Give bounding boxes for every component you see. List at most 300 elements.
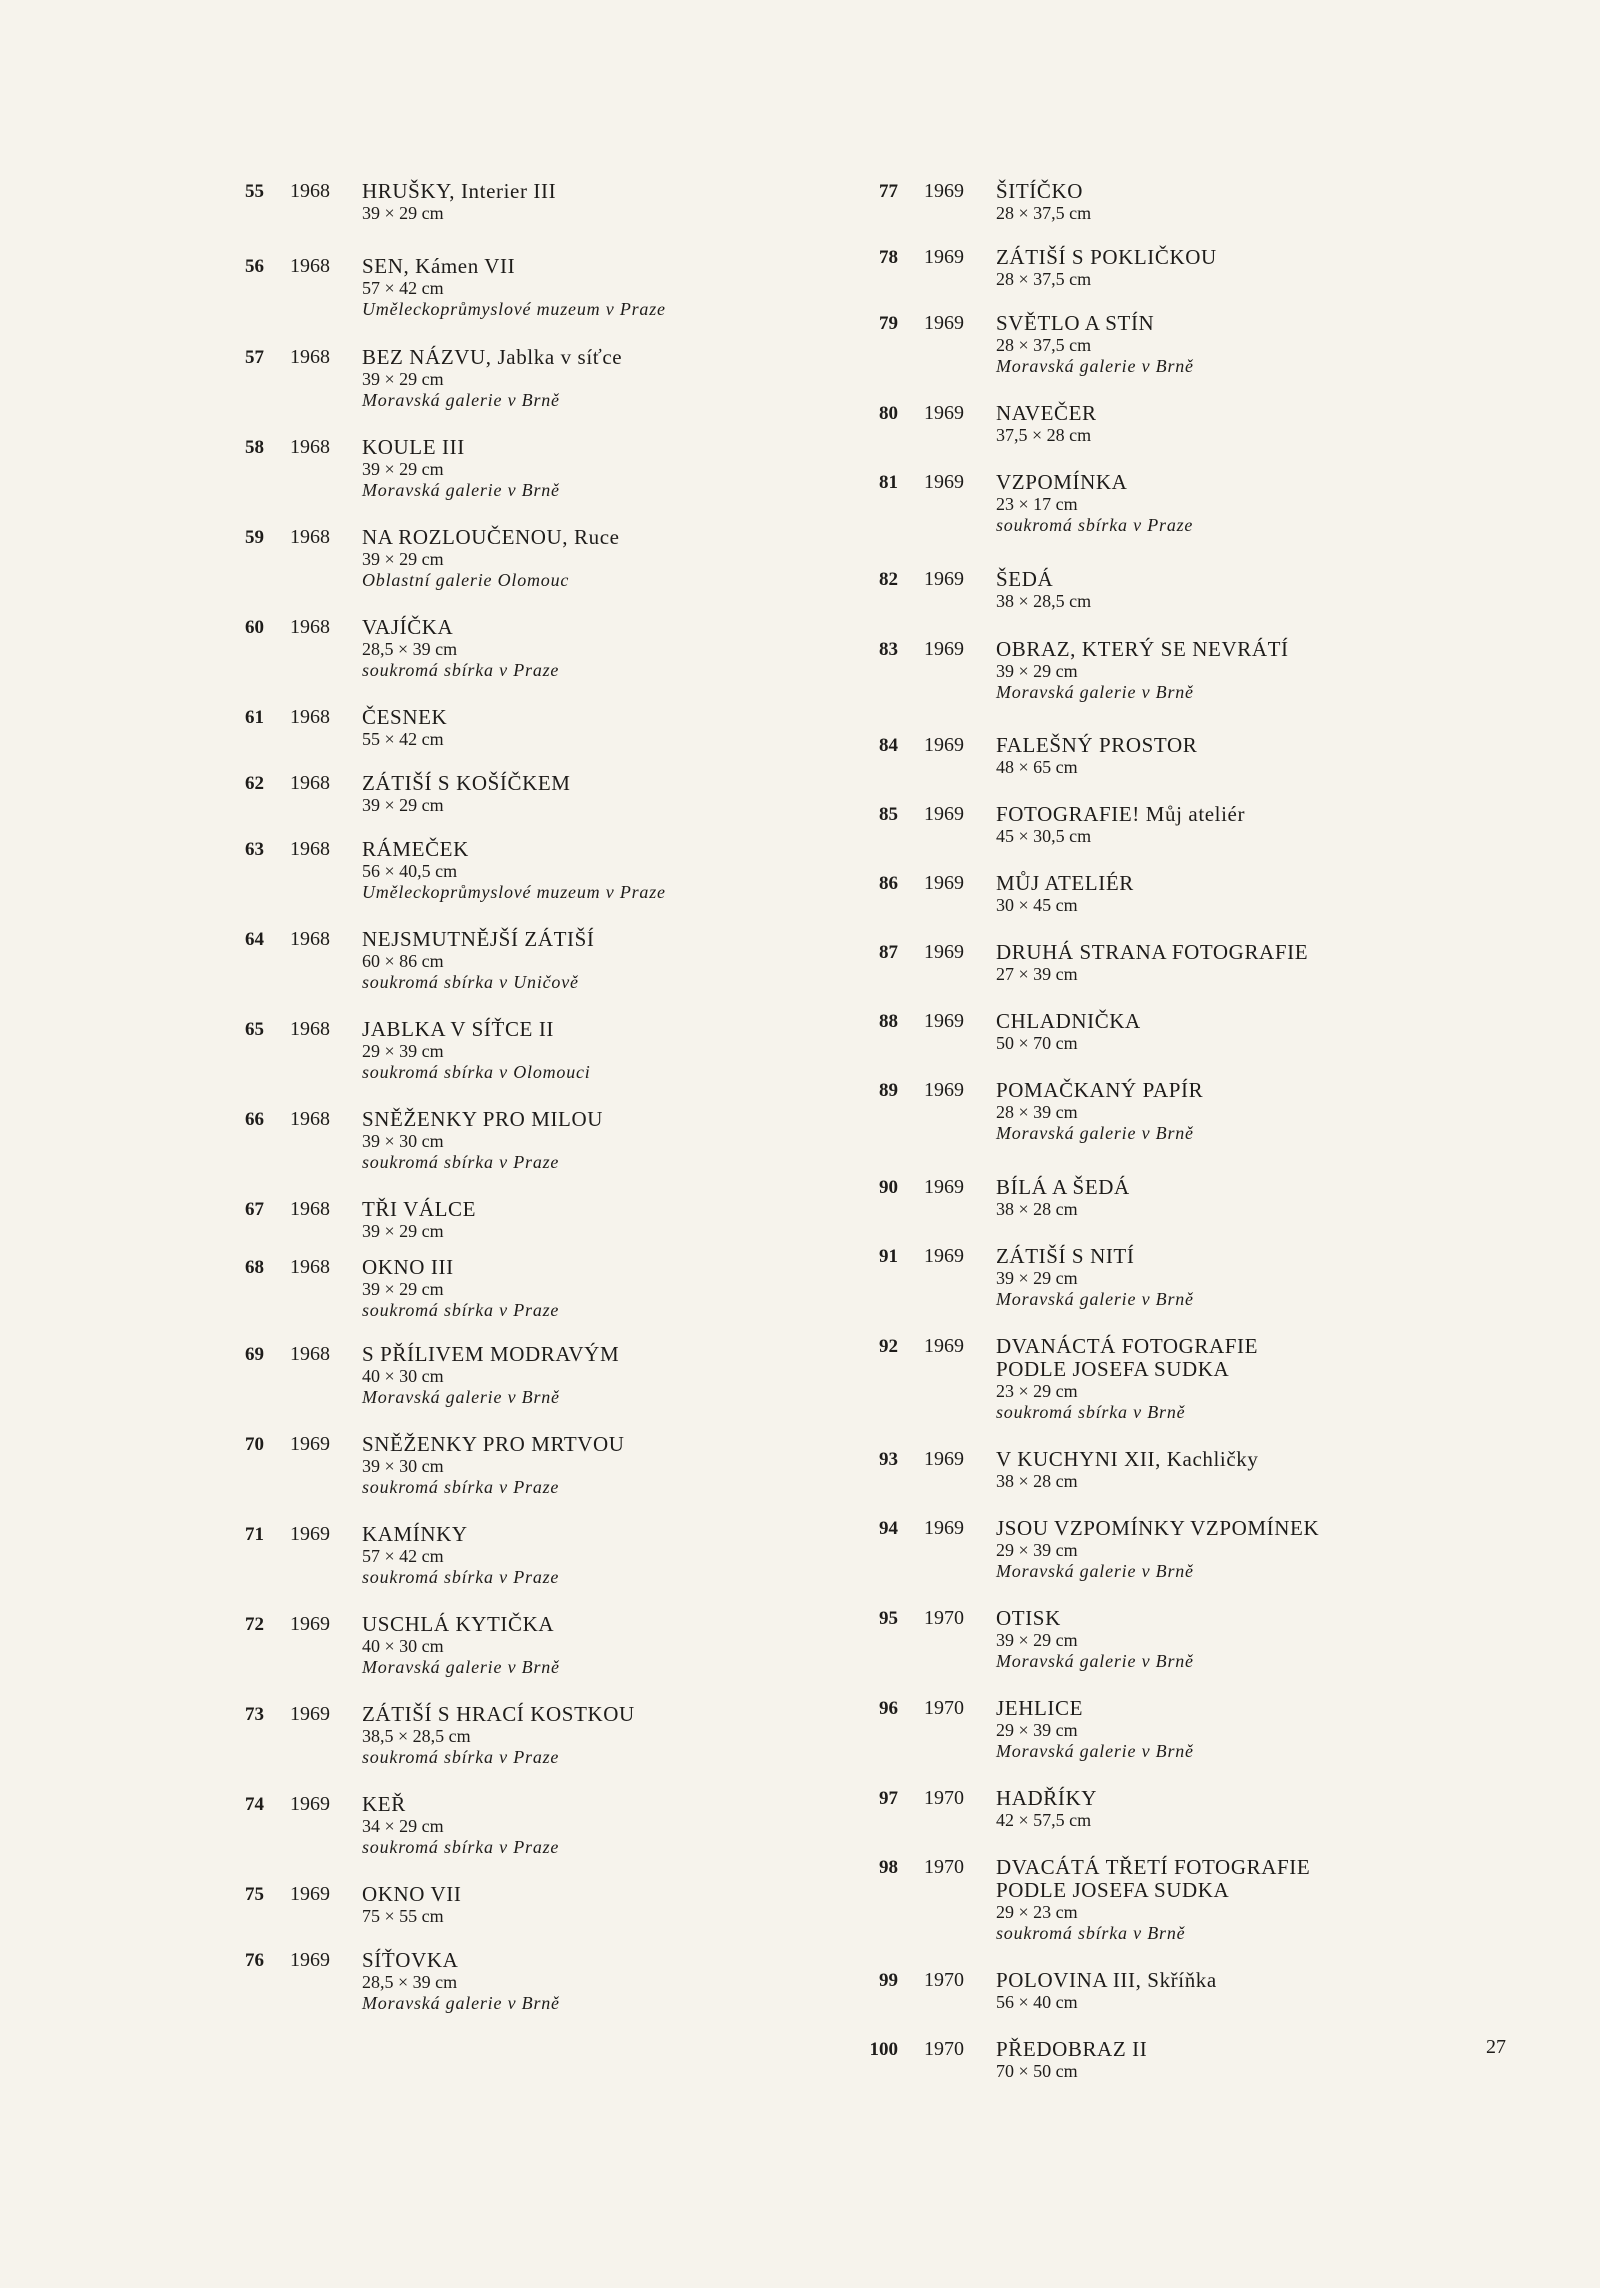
entry-dimensions: 38 × 28,5 cm [996,591,1092,611]
catalogue-entry [228,1018,768,1083]
entry-title: ŠEDÁ [996,567,1054,591]
entry-number: 63 [245,839,264,860]
entry-title: BEZ NÁZVU, Jablka v síťce [362,345,623,369]
entry-title: RÁMEČEK [362,837,469,861]
entry-description [996,734,1422,778]
page-number: 27 [1486,2036,1506,2058]
catalogue-entry [228,1949,768,2014]
entry-collection: soukromá sbírka v Uničově [362,972,579,992]
entry-description [996,638,1422,703]
entry-title: DVACÁTÁ TŘETÍ FOTOGRAFIE [996,1855,1311,1879]
catalogue-entry [862,1079,1422,1144]
entry-number: 62 [245,773,264,794]
entry-year: 1968 [290,616,330,638]
entry-year: 1969 [924,568,964,590]
entry-year: 1969 [924,941,964,963]
entry-description [996,1517,1422,1582]
entry-collection: soukromá sbírka v Brně [996,1402,1186,1422]
entry-dimensions: 38 × 28 cm [996,1471,1078,1491]
entry-title: ZÁTIŠÍ S HRACÍ KOSTKOU [362,1702,635,1726]
catalogue-entry [228,1433,768,1498]
entry-number: 60 [245,617,264,638]
catalogue-entry [228,1613,768,1678]
entry-title: OTISK [996,1606,1061,1630]
entry-number: 95 [879,1608,898,1629]
catalogue-entry [862,1856,1422,1944]
entry-dimensions: 28,5 × 39 cm [362,1972,458,1992]
entry-year: 1968 [290,838,330,860]
entry-number: 64 [245,929,264,950]
catalogue-entry [228,1703,768,1768]
entry-title: KEŘ [362,1792,406,1816]
entry-collection: Moravská galerie v Brně [996,1561,1194,1581]
entry-number: 78 [879,247,898,268]
entry-year: 1968 [290,255,330,277]
catalogue-entry [862,246,1422,290]
entry-title: ČESNEK [362,705,448,729]
entry-number: 55 [245,181,264,202]
entry-number: 61 [245,707,264,728]
entry-title: JABLKA V SÍŤCE II [362,1017,555,1041]
entry-year: 1968 [290,1256,330,1278]
entry-dimensions: 39 × 29 cm [362,1221,444,1241]
entry-title: SEN, Kámen VII [362,254,516,278]
entry-dimensions: 48 × 65 cm [996,757,1078,777]
catalogue-entry [862,471,1422,536]
entry-number: 81 [879,472,898,493]
entry-number: 90 [879,1177,898,1198]
entry-title: CHLADNIČKA [996,1009,1141,1033]
catalogue-entry [862,1176,1422,1220]
entry-year: 1969 [290,1613,330,1635]
entry-dimensions: 50 × 70 cm [996,1033,1078,1053]
catalogue-entry [862,312,1422,377]
catalogue-entry [862,1335,1422,1423]
entry-title: FALEŠNÝ PROSTOR [996,733,1198,757]
entry-dimensions: 29 × 39 cm [996,1720,1078,1740]
entry-title: DVANÁCTÁ FOTOGRAFIE [996,1334,1259,1358]
entry-title: ZÁTIŠÍ S NITÍ [996,1244,1135,1268]
entry-title: SNĚŽENKY PRO MRTVOU [362,1432,625,1456]
entry-description [362,255,768,320]
entry-year: 1968 [290,1018,330,1040]
catalogue-entry [228,526,768,591]
entry-description [362,928,768,993]
entry-dimensions: 29 × 23 cm [996,1902,1078,1922]
entry-year: 1969 [924,180,964,202]
entry-description [362,1256,768,1321]
entry-dimensions: 39 × 29 cm [996,1630,1078,1650]
entry-collection: soukromá sbírka v Praze [362,1152,560,1172]
entry-title: OKNO VII [362,1882,462,1906]
catalogue-column-right [862,180,1422,2082]
entry-title: PŘEDOBRAZ II [996,2037,1148,2061]
entry-title: USCHLÁ KYTIČKA [362,1612,555,1636]
entry-collection: soukromá sbírka v Brně [996,1923,1186,1943]
entry-collection: soukromá sbírka v Olomouci [362,1062,591,1082]
entry-collection: Uměleckoprůmyslové muzeum v Praze [362,882,666,902]
entry-year: 1970 [924,2038,964,2060]
entry-title: POLOVINA III, Skříňka [996,1968,1217,1992]
entry-description [362,346,768,411]
entry-year: 1969 [290,1793,330,1815]
catalogue-entry [862,568,1422,612]
entry-year: 1968 [290,346,330,368]
entry-dimensions: 70 × 50 cm [996,2061,1078,2081]
entry-year: 1969 [924,1176,964,1198]
entry-dimensions: 28 × 37,5 cm [996,203,1092,223]
entry-description [362,436,768,501]
entry-number: 87 [879,942,898,963]
entry-year: 1969 [924,246,964,268]
entry-description [362,1108,768,1173]
catalogue-entry [228,1883,768,1927]
catalogue-entry [862,1245,1422,1310]
entry-number: 77 [879,181,898,202]
entry-dimensions: 39 × 29 cm [996,661,1078,681]
catalogue-entry [862,1010,1422,1054]
entry-dimensions: 39 × 29 cm [362,369,444,389]
entry-dimensions: 34 × 29 cm [362,1816,444,1836]
entry-description [362,838,768,903]
entry-number: 89 [879,1080,898,1101]
entry-collection: Moravská galerie v Brně [996,1741,1194,1761]
entry-year: 1969 [924,1517,964,1539]
entry-title: SÍŤOVKA [362,1948,459,1972]
entry-title: TŘI VÁLCE [362,1197,477,1221]
entry-description [996,941,1422,985]
entry-description [996,1969,1422,2013]
entry-description [362,1793,768,1858]
catalogue-entry [862,638,1422,703]
entry-title: SNĚŽENKY PRO MILOU [362,1107,604,1131]
entry-year: 1968 [290,1108,330,1130]
entry-number: 82 [879,569,898,590]
entry-dimensions: 38,5 × 28,5 cm [362,1726,471,1746]
entry-description [996,1697,1422,1762]
entry-dimensions: 39 × 29 cm [362,795,444,815]
entry-collection: Moravská galerie v Brně [362,390,560,410]
entry-description [996,1607,1422,1672]
catalogue-entry [862,1787,1422,1831]
entry-dimensions: 39 × 29 cm [362,1279,444,1299]
entry-title: VZPOMÍNKA [996,470,1128,494]
entry-description [362,1949,768,2014]
catalogue-entry [228,838,768,903]
entry-description [996,471,1422,536]
catalogue-entry [228,1793,768,1858]
entry-number: 68 [245,1257,264,1278]
entry-title: VAJÍČKA [362,615,454,639]
entry-year: 1969 [924,638,964,660]
entry-year: 1970 [924,1856,964,1878]
entry-year: 1970 [924,1787,964,1809]
catalogue-entry [862,1969,1422,2013]
entry-year: 1969 [290,1433,330,1455]
entry-dimensions: 28,5 × 39 cm [362,639,458,659]
entry-title: HADŘÍKY [996,1786,1098,1810]
entry-number: 86 [879,873,898,894]
entry-title: OBRAZ, KTERÝ SE NEVRÁTÍ [996,637,1289,661]
entry-year: 1969 [924,1245,964,1267]
entry-dimensions: 28 × 37,5 cm [996,269,1092,289]
entry-number: 91 [879,1246,898,1267]
entry-number: 56 [245,256,264,277]
entry-description [362,616,768,681]
entry-number: 79 [879,313,898,334]
entry-collection: Moravská galerie v Brně [362,1657,560,1677]
entry-description [996,312,1422,377]
entry-number: 92 [879,1336,898,1357]
entry-title: OKNO III [362,1255,454,1279]
entry-year: 1969 [924,1079,964,1101]
entry-description [362,706,768,750]
entry-number: 93 [879,1449,898,1470]
entry-year: 1969 [290,1523,330,1545]
entry-collection: Moravská galerie v Brně [996,1289,1194,1309]
catalogue-entry [862,1448,1422,1492]
entry-collection: Moravská galerie v Brně [996,682,1194,702]
catalogue-entry [862,402,1422,446]
catalogue-entry [228,1108,768,1173]
entry-collection: Uměleckoprůmyslové muzeum v Praze [362,299,666,319]
entry-year: 1969 [924,872,964,894]
entry-number: 76 [245,1950,264,1971]
entry-title: DRUHÁ STRANA FOTOGRAFIE [996,940,1309,964]
entry-dimensions: 57 × 42 cm [362,1546,444,1566]
entry-collection: soukromá sbírka v Praze [362,1300,560,1320]
entry-number: 96 [879,1698,898,1719]
entry-title: NEJSMUTNĚJŠÍ ZÁTIŠÍ [362,927,595,951]
entry-year: 1970 [924,1607,964,1629]
entry-year: 1969 [290,1949,330,1971]
catalogue-column-left [228,180,768,2014]
entry-collection: Moravská galerie v Brně [996,356,1194,376]
entry-collection: soukromá sbírka v Praze [362,1477,560,1497]
catalogue-entry [228,346,768,411]
entry-description [996,1176,1422,1220]
entry-year: 1968 [290,1198,330,1220]
entry-number: 66 [245,1109,264,1130]
entry-number: 74 [245,1794,264,1815]
entry-dimensions: 40 × 30 cm [362,1636,444,1656]
entry-title: ZÁTIŠÍ S KOŠÍČKEM [362,771,571,795]
entry-collection: soukromá sbírka v Praze [362,1837,560,1857]
entry-title-continued: PODLE JOSEFA SUDKA [996,1878,1230,1902]
entry-year: 1968 [290,1343,330,1365]
catalogue-entry [228,180,768,224]
entry-year: 1969 [924,1335,964,1357]
entry-dimensions: 39 × 30 cm [362,1456,444,1476]
entry-year: 1969 [924,1010,964,1032]
entry-description [996,1335,1422,1423]
entry-description [362,772,768,816]
entry-description [996,2038,1422,2082]
entry-year: 1969 [924,803,964,825]
entry-collection: Moravská galerie v Brně [362,1993,560,2013]
catalogue-entry [862,941,1422,985]
catalogue-entry [228,706,768,750]
entry-number: 88 [879,1011,898,1032]
entry-title: ŠITÍČKO [996,179,1084,203]
entry-description [362,1883,768,1927]
entry-year: 1968 [290,772,330,794]
entry-year: 1968 [290,928,330,950]
entry-dimensions: 28 × 37,5 cm [996,335,1092,355]
entry-title: MŮJ ATELIÉR [996,871,1134,895]
entry-description [996,1079,1422,1144]
entry-title: S PŘÍLIVEM MODRAVÝM [362,1342,620,1366]
entry-dimensions: 39 × 30 cm [362,1131,444,1151]
entry-dimensions: 56 × 40 cm [996,1992,1078,2012]
entry-title: KAMÍNKY [362,1522,468,1546]
entry-description [996,568,1422,612]
catalogue-entry [862,1697,1422,1762]
entry-dimensions: 56 × 40,5 cm [362,861,458,881]
catalogue-entry [228,928,768,993]
entry-title: POMAČKANÝ PAPÍR [996,1078,1204,1102]
entry-title: JEHLICE [996,1696,1084,1720]
entry-collection: soukromá sbírka v Praze [362,660,560,680]
entry-number: 99 [879,1970,898,1991]
entry-description [996,872,1422,916]
catalogue-entry [862,1517,1422,1582]
entry-description [362,1343,768,1408]
entry-year: 1968 [290,436,330,458]
catalogue-entry [862,872,1422,916]
catalogue-entry [228,772,768,816]
catalogue-entry [228,1198,768,1242]
entry-collection: Moravská galerie v Brně [996,1123,1194,1143]
entry-dimensions: 42 × 57,5 cm [996,1810,1092,1830]
entry-dimensions: 39 × 29 cm [362,203,444,223]
catalogue-entry [228,1256,768,1321]
entry-title: SVĚTLO A STÍN [996,311,1155,335]
entry-description [362,1523,768,1588]
entry-year: 1969 [924,312,964,334]
catalogue-entry [862,180,1422,224]
entry-year: 1970 [924,1697,964,1719]
entry-title: NAVEČER [996,401,1097,425]
entry-number: 94 [879,1518,898,1539]
entry-number: 59 [245,527,264,548]
entry-title: ZÁTIŠÍ S POKLIČKOU [996,245,1217,269]
entry-dimensions: 38 × 28 cm [996,1199,1078,1219]
entry-title: KOULE III [362,435,465,459]
entry-dimensions: 39 × 29 cm [362,549,444,569]
entry-description [996,1856,1422,1944]
entry-year: 1969 [924,1448,964,1470]
entry-description [996,246,1422,290]
entry-year: 1969 [924,734,964,756]
entry-number: 72 [245,1614,264,1635]
entry-number: 83 [879,639,898,660]
catalogue-entry [228,1343,768,1408]
catalogue-entry [228,255,768,320]
entry-number: 85 [879,804,898,825]
entry-year: 1968 [290,706,330,728]
entry-dimensions: 37,5 × 28 cm [996,425,1092,445]
entry-description [362,1198,768,1242]
entry-number: 71 [245,1524,264,1545]
entry-description [362,1613,768,1678]
entry-description [362,1433,768,1498]
entry-dimensions: 40 × 30 cm [362,1366,444,1386]
entry-number: 69 [245,1344,264,1365]
entry-year: 1969 [290,1703,330,1725]
entry-number: 57 [245,347,264,368]
entry-year: 1970 [924,1969,964,1991]
entry-dimensions: 23 × 29 cm [996,1381,1078,1401]
entry-dimensions: 28 × 39 cm [996,1102,1078,1122]
entry-number: 70 [245,1434,264,1455]
entry-title: JSOU VZPOMÍNKY VZPOMÍNEK [996,1516,1320,1540]
catalogue-entry [862,1607,1422,1672]
entry-year: 1968 [290,180,330,202]
entry-number: 80 [879,403,898,424]
entry-dimensions: 27 × 39 cm [996,964,1078,984]
entry-collection: Moravská galerie v Brně [362,1387,560,1407]
entry-collection: Moravská galerie v Brně [362,480,560,500]
entry-number: 75 [245,1884,264,1905]
entry-description [362,1703,768,1768]
entry-title-continued: PODLE JOSEFA SUDKA [996,1357,1230,1381]
entry-number: 98 [879,1857,898,1878]
entry-dimensions: 39 × 29 cm [996,1268,1078,1288]
entry-title: V KUCHYNI XII, Kachličky [996,1447,1259,1471]
entry-collection: soukromá sbírka v Praze [362,1567,560,1587]
entry-dimensions: 29 × 39 cm [362,1041,444,1061]
entry-collection: soukromá sbírka v Praze [996,515,1194,535]
entry-description [362,1018,768,1083]
entry-description [996,402,1422,446]
entry-number: 73 [245,1704,264,1725]
catalogue-entry [228,616,768,681]
entry-description [996,1245,1422,1310]
entry-dimensions: 30 × 45 cm [996,895,1078,915]
entry-title: HRUŠKY, Interier III [362,179,557,203]
entry-dimensions: 75 × 55 cm [362,1906,444,1926]
entry-title: NA ROZLOUČENOU, Ruce [362,525,620,549]
entry-description [362,526,768,591]
entry-number: 65 [245,1019,264,1040]
entry-description [996,1010,1422,1054]
entry-number: 100 [869,2039,898,2060]
entry-year: 1969 [290,1883,330,1905]
catalogue-entry [862,803,1422,847]
entry-dimensions: 29 × 39 cm [996,1540,1078,1560]
entry-number: 58 [245,437,264,458]
entry-title: FOTOGRAFIE! Můj ateliér [996,802,1246,826]
entry-description [996,1787,1422,1831]
entry-description [996,1448,1422,1492]
entry-dimensions: 39 × 29 cm [362,459,444,479]
entry-number: 84 [879,735,898,756]
entry-dimensions: 23 × 17 cm [996,494,1078,514]
entry-description [996,803,1422,847]
entry-collection: Moravská galerie v Brně [996,1651,1194,1671]
entry-description [996,180,1422,224]
entry-title: BÍLÁ A ŠEDÁ [996,1175,1130,1199]
catalogue-entry [862,734,1422,778]
entry-collection: soukromá sbírka v Praze [362,1747,560,1767]
entry-year: 1968 [290,526,330,548]
entry-year: 1969 [924,471,964,493]
catalogue-entry [228,436,768,501]
entry-dimensions: 60 × 86 cm [362,951,444,971]
entry-description [362,180,768,224]
entry-dimensions: 45 × 30,5 cm [996,826,1092,846]
